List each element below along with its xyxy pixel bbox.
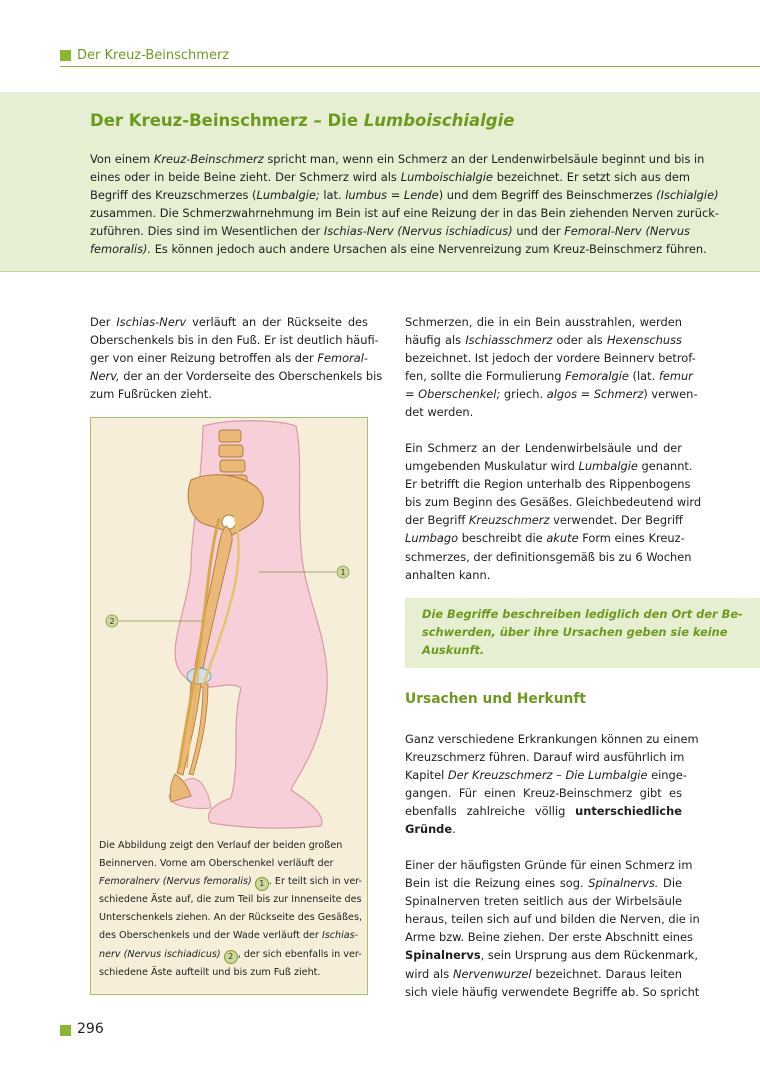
text-line [99, 837, 361, 855]
text-run: und der [512, 224, 565, 239]
text-run: Ganz verschiedene Erkrankungen können zu einem [405, 732, 699, 746]
text-run: Hexenschuss [606, 333, 682, 348]
text-line [90, 186, 719, 204]
text-line [90, 240, 707, 258]
text-run: Nervenwurzel [453, 966, 532, 981]
text-line [405, 457, 693, 475]
text-line [405, 802, 682, 820]
subheading: Ursachen und Herkunft [405, 691, 586, 707]
text-line [405, 928, 693, 946]
text-run: det werden. [405, 405, 474, 420]
left-column-paragraph [90, 313, 383, 403]
intro-paragraph [90, 150, 719, 259]
text-line [405, 511, 682, 529]
text-run: anhalten kann. [405, 567, 491, 582]
section-title-italic: Lumboischialgie [363, 111, 515, 130]
text-run: bezeichnet. Er setzt sich aus dem [492, 170, 690, 185]
text-run: schmerzes, der definitionsgemäß bis zu 6 Wochen [405, 549, 692, 564]
text-line [99, 964, 361, 982]
right-paragraph-2 [405, 439, 702, 584]
callout-text: Die Begriffe beschreiben lediglich den Ort der Be- schwerden, über ihre Ursachen geben sie keine Auskunft. [422, 607, 743, 658]
text-run: Der Kreuzschmerz – Die Lumbalgie [447, 768, 648, 783]
text-run: ) verwen- [643, 387, 698, 402]
text-run: Spinalnervs [405, 948, 481, 963]
text-run: ebenfalls zahlreiche völlig [405, 804, 576, 819]
callout-number-badge: 1 [255, 877, 269, 891]
text-run: gangen. Für einen Kreuz-Beinschmerz gibt es [405, 786, 682, 801]
text-run: , sein Ursprung aus dem Rückenmark, [480, 948, 698, 963]
figure-caption [99, 837, 361, 982]
text-run: Femoral- [317, 351, 368, 366]
text-line [90, 385, 368, 403]
text-run: häufig als [405, 333, 466, 348]
text-run: zuführen. Dies sind im Wesentlichen der [90, 224, 324, 239]
text-run: Begriff des Kreuzschmerzes ( [90, 188, 257, 203]
text-line [90, 222, 690, 240]
text-run: (lat. [628, 369, 659, 384]
text-run: Schmerzen, die in ein Bein ausstrahlen, werden [405, 315, 682, 329]
text-run: ) und dem Begriff des Beinschmerzes [438, 188, 657, 203]
text-run: . [452, 822, 456, 837]
text-run: Femoralnerv (Nervus femoralis) [99, 876, 252, 888]
text-line [405, 730, 699, 748]
text-run: fen, sollte die Formulierung [405, 369, 566, 384]
text-line [99, 927, 361, 945]
text-run: . Er teilt sich in ver- [268, 876, 363, 888]
header-rule [60, 66, 760, 67]
text-run: bezeichnet. Ist jedoch der vordere Beinnerv betrof- [405, 351, 696, 366]
text-line [99, 873, 361, 891]
text-run: Die [658, 876, 682, 891]
text-line [405, 766, 687, 784]
right-paragraph-1 [405, 313, 698, 422]
callout-label-1: 1 [340, 568, 346, 577]
text-line [405, 475, 691, 493]
text-run: umgebenden Muskulatur wird [405, 459, 579, 474]
text-run: schiedene Äste auf, die zum Teil bis zur Innenseite des [99, 894, 362, 906]
text-run: Kreuzschmerz führen. Darauf wird ausführlich im [405, 750, 685, 765]
text-run: wird als [405, 966, 454, 981]
text-run: Lumbalgie; [256, 188, 320, 203]
text-line [99, 946, 361, 964]
right-paragraph-3 [405, 730, 699, 839]
text-run: = Oberschenkel; [405, 387, 501, 402]
text-run: algos = Schmerz [546, 387, 644, 402]
running-head: Der Kreuz-Beinschmerz [77, 48, 230, 63]
text-run: Lumbalgie [578, 459, 638, 474]
text-line [405, 403, 682, 421]
text-run: des Oberschenkels und der Wade verläuft der [99, 930, 322, 942]
section-title-main: Der Kreuz-Beinschmerz – Die [90, 111, 364, 130]
text-run: Nerv, [90, 369, 120, 384]
leg-nerve-illustration [91, 418, 367, 838]
text-line [90, 331, 379, 349]
text-run: Ischias-Nerv [116, 315, 187, 329]
text-line [405, 946, 698, 964]
text-run: Er betrifft die Region unterhalb des Rippenbogens [405, 477, 691, 492]
text-run: femoralis). [90, 242, 152, 257]
text-run: Einer der häufigsten Gründe für einen Schmerz im [405, 858, 693, 872]
text-run: Spinalnervs. [588, 876, 659, 891]
text-line [99, 891, 361, 909]
text-run: , der sich ebenfalls in ver- [237, 948, 362, 960]
text-line [405, 965, 682, 983]
right-paragraph-4 [405, 856, 700, 1001]
text-line [405, 493, 702, 511]
text-run: Bein ist die Reizung eines sog. [405, 876, 589, 891]
text-run: Der [90, 315, 117, 329]
text-run: Lumboischialgie [400, 170, 493, 185]
text-run: Kreuzschmerz [468, 513, 550, 528]
text-line [405, 748, 685, 766]
text-line [99, 855, 361, 873]
text-run: Beinnerven. Vorne am Oberschenkel verläuft der [99, 858, 334, 870]
text-line [405, 529, 685, 547]
text-run: spricht man, wenn ein Schmerz an der Lendenwirbelsäule beginnt und bis in [263, 152, 705, 166]
text-run: schiedene Äste aufteilt und bis zum Fuß zieht. [99, 966, 321, 978]
text-line [99, 909, 361, 927]
text-line [405, 349, 696, 367]
text-line [405, 874, 682, 892]
text-run: genannt. [637, 459, 693, 474]
text-run: Kapitel [405, 768, 448, 783]
text-run: femur [658, 369, 693, 384]
text-run: bis zum Beginn des Gesäßes. Gleichbedeutend wird [405, 495, 702, 510]
callout-label-2: 2 [109, 617, 115, 626]
text-line [90, 204, 719, 222]
text-run: verläuft an der Rückseite des [186, 315, 368, 329]
text-run: Es können jedoch auch andere Ursachen als eine Nervenreizung zum Kreuz-Beinschmerz führen. [151, 242, 707, 257]
text-run: Ischias-Nerv (Nervus ischiadicus) [323, 224, 513, 239]
text-line [405, 367, 693, 385]
text-line [405, 910, 700, 928]
text-run: Oberschenkels bis in den Fuß. Er ist deutlich häufi- [90, 333, 379, 348]
text-line [90, 367, 383, 385]
callout-number-badge: 2 [224, 950, 238, 964]
text-run: eines oder in beide Beine zieht. Der Schmerz wird als [90, 170, 401, 185]
text-line [90, 150, 705, 168]
text-run: zusammen. Die Schmerzwahrnehmung im Bein ist auf eine Reizung der in das Bein ziehenden Nerven zurück- [90, 206, 719, 221]
text-run: nerv (Nervus ischiadicus) [99, 948, 221, 960]
text-line [405, 983, 700, 1001]
text-run: unterschiedliche [575, 804, 682, 819]
text-line [405, 331, 682, 349]
text-line [405, 784, 682, 802]
text-line [90, 349, 368, 367]
text-run: Spinalnerven treten seitlich aus der Wirbelsäule [405, 894, 682, 909]
text-run: beschreibt die [458, 531, 547, 546]
text-line [405, 566, 682, 584]
text-run: Unterschenkels ziehen. An der Rückseite des Gesäßes, [99, 912, 362, 924]
section-title [90, 111, 514, 130]
text-run: lumbus = Lende [345, 188, 439, 203]
text-run: Die Abbildung zeigt den Verlauf der beiden großen [99, 840, 343, 851]
text-run: Arme bzw. Beine ziehen. Der erste Abschnitt eines [405, 930, 693, 945]
page-number-marker [60, 1025, 71, 1036]
text-line [405, 313, 682, 331]
text-run: Von einem [90, 152, 154, 166]
text-line [405, 892, 682, 910]
text-run: Form eines Kreuz- [578, 531, 685, 546]
text-run: Lumbago [405, 531, 459, 546]
text-run: Femoral-Nerv (Nervus [564, 224, 690, 239]
text-run: sich viele häufig verwendete Begriffe ab. So spricht [405, 984, 700, 999]
text-line [405, 856, 693, 874]
text-line [90, 313, 368, 331]
running-head-marker [60, 50, 71, 61]
text-run: zum Fußrücken zieht. [90, 387, 212, 402]
text-run: Femoralgie [565, 369, 629, 384]
text-run: akute [546, 531, 579, 546]
text-run: ger von einer Reizung betroffen als der [90, 351, 318, 366]
text-run: Kreuz-Beinschmerz [153, 152, 264, 166]
text-run: Ischias- [321, 930, 359, 942]
text-line [90, 168, 690, 186]
text-line [405, 548, 692, 566]
text-run: bezeichnet. Daraus leiten [531, 966, 682, 981]
text-run: (Ischialgie) [656, 188, 719, 203]
text-line [405, 385, 698, 403]
text-line [405, 439, 682, 457]
text-run: der an der Vorderseite des Oberschenkels bis [119, 369, 383, 384]
text-run: Ein Schmerz an der Lendenwirbelsäule und der [405, 441, 682, 455]
text-run: oder als [552, 333, 607, 348]
text-run: Gründe [405, 822, 453, 837]
text-run: griech. [500, 387, 547, 402]
text-run: verwendet. Der Begriff [549, 513, 683, 528]
text-run: lat. [319, 188, 346, 203]
text-run: Ischiasschmerz [465, 333, 553, 348]
text-run: der Begriff [405, 513, 469, 528]
page-number: 296 [77, 1021, 104, 1037]
text-line [405, 820, 682, 838]
text-run: heraus, teilen sich auf und bilden die Nerven, die in [405, 912, 700, 927]
text-run: einge- [647, 768, 687, 783]
